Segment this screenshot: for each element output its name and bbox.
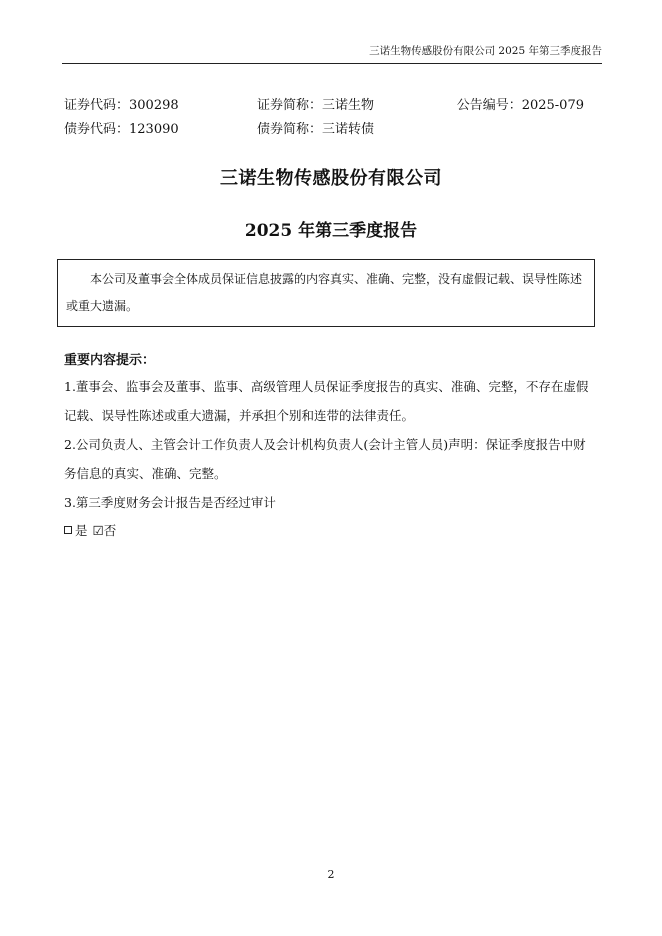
bond-code: 债券代码：123090 [64,122,179,137]
stock-code: 证券代码：300298 [64,98,179,113]
running-header: 三诺生物传感股份有限公司 2025 年第三季度报告 [62,43,602,64]
declaration-box: 本公司及董事会全体成员保证信息披露的内容真实、准确、完整，没有虚假记载、误导性陈述或重大遗漏。 [57,259,595,327]
notice-item-2: 2.公司负责人、主管会计工作负责人及会计机构负责人(会计主管人员)声明：保证季度报告中财务信息的真实、准确、完整。 [64,437,586,481]
securities-codes [64,94,604,142]
stock-abbreviation: 证券简称：三诺生物 [257,98,375,113]
company-name: 三诺生物传感股份有限公司 [220,168,442,189]
important-notice-title: 重要内容提示： [64,353,156,368]
audit-no-label: 否 [103,523,117,538]
announcement-number: 公告编号：2025-079 [456,98,584,113]
notice-item-3: 3.第三季度财务会计报告是否经过审计 [64,495,276,510]
notice-item-1: 1.董事会、监事会及董事、监事、高级管理人员保证季度报告的真实、准确、完整，不存在虚假记载、误导性陈述或重大遗漏，并承担个别和连带的法律责任。 [64,379,589,423]
report-title: 2025 年第三季度报告 [244,221,418,241]
bond-abbreviation: 债券简称：三诺转债 [257,122,375,137]
audit-yes-label: 是 [75,523,88,538]
checked-box-icon: ☑ [92,523,104,538]
page-number: 2 [327,868,335,881]
audit-choice [64,521,116,539]
unchecked-box-icon [64,526,72,534]
